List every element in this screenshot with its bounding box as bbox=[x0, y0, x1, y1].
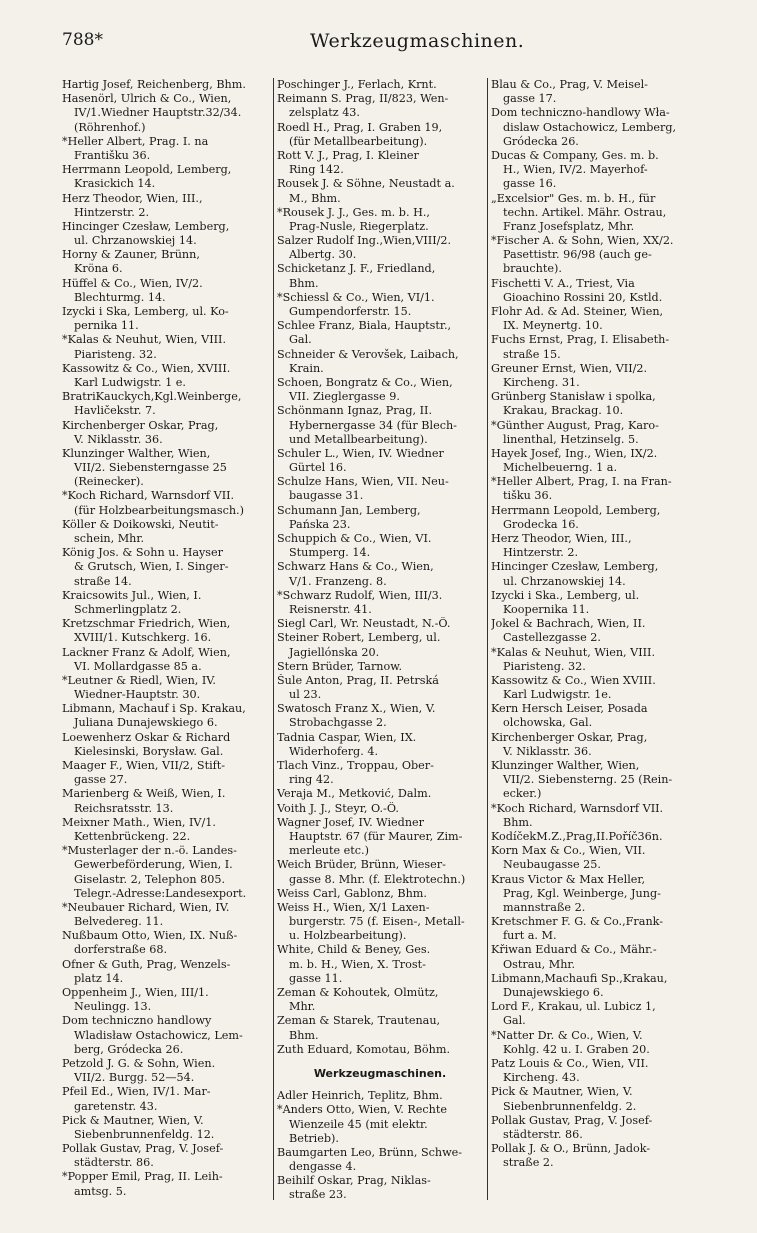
directory-entry-line: König Jos. & Sohn u. Hayser bbox=[62, 546, 224, 560]
directory-entry-line: Marienberg & Weiß, Wien, I. bbox=[62, 787, 226, 801]
directory-entry-line: Adler Heinrich, Teplitz, Bhm. bbox=[277, 1089, 443, 1103]
directory-entry-line: Pollak J. & O., Brünn, Jadok- bbox=[491, 1142, 651, 1156]
directory-entry-line: „Excelsior" Ges. m. b. H., für bbox=[491, 191, 656, 205]
directory-entry-line: Havličekstr. 7. bbox=[74, 404, 156, 418]
column-1 bbox=[62, 78, 270, 1199]
directory-entry-line: Meixner Math., Wien, IV/1. bbox=[62, 815, 216, 829]
directory-entry-line: Krasickich 14. bbox=[74, 177, 156, 191]
directory-entry-line: Wienzeile 45 (mit elektr. bbox=[289, 1117, 428, 1131]
directory-entry-line: Giselastr. 2, Telephon 805. bbox=[74, 872, 226, 886]
directory-entry-line: Veraja M., Metković, Dalm. bbox=[277, 787, 432, 801]
directory-entry-line: Belvedereg. 11. bbox=[74, 915, 164, 929]
directory-entry-line: *Popper Emil, Prag, II. Leih- bbox=[62, 1170, 223, 1184]
directory-entry-line: Schwarz Hans & Co., Wien, bbox=[277, 560, 434, 574]
directory-entry-line: H., Wien, IV/2. Mayerhof- bbox=[503, 163, 648, 177]
directory-entry-line: Lackner Franz & Adolf, Wien, bbox=[62, 645, 231, 659]
directory-entry-line: Kraus Victor & Max Heller, bbox=[491, 872, 646, 886]
directory-entry-line: Castellezgasse 2. bbox=[503, 631, 601, 645]
directory-entry-line: gasse 8. Mhr. (f. Elektrotechn.) bbox=[289, 872, 466, 886]
directory-entry-line: Klunzinger Walther, Wien, bbox=[62, 446, 211, 460]
directory-entry-line: merleute etc.) bbox=[289, 844, 369, 858]
directory-entry-line: Herrmann Leopold, Lemberg, bbox=[62, 163, 232, 177]
directory-entry-line: Weich Brüder, Brünn, Wieser- bbox=[277, 858, 446, 872]
section-heading: Werkzeugmaschinen. bbox=[313, 1066, 447, 1080]
directory-entry-line: Schmerlingplatz 2. bbox=[74, 602, 182, 616]
page-title: Werkzeugmaschinen. bbox=[310, 30, 525, 52]
directory-entry-line: platz 14. bbox=[74, 971, 124, 985]
directory-entry-line: Juliana Dunajewskiego 6. bbox=[74, 716, 218, 730]
directory-entry-line: Reichsratsstr. 13. bbox=[74, 801, 174, 815]
directory-entry-line: Flohr Ad. & Ad. Steiner, Wien, bbox=[491, 305, 664, 318]
directory-entry-line: brauchte). bbox=[503, 262, 562, 276]
directory-entry-line: Zeman & Starek, Trautenau, bbox=[277, 1014, 441, 1028]
directory-entry-line: Neubaugasse 25. bbox=[503, 858, 601, 872]
directory-entry-line: Prag, Kgl. Weinberge, Jung- bbox=[503, 886, 661, 900]
directory-entry-line: Fuchs Ernst, Prag, I. Elisabeth- bbox=[491, 333, 670, 347]
directory-entry-line: Grünberg Stanisław i spolka, bbox=[491, 390, 656, 404]
directory-entry-line: White, Child & Beney, Ges. bbox=[277, 943, 431, 957]
directory-entry-line: VII. Zieglergasse 9. bbox=[289, 390, 400, 404]
directory-entry-line: Ducas & Company, Ges. m. b. bbox=[491, 148, 659, 162]
directory-entry-line: olchowska, Gal. bbox=[503, 716, 593, 730]
directory-entry-line: Ostrau, Mhr. bbox=[503, 957, 576, 971]
directory-entry-line: Schulze Hans, Wien, VII. Neu- bbox=[277, 475, 449, 489]
directory-entry-line: Koopernika 11. bbox=[503, 602, 590, 616]
directory-entry-line: Krain. bbox=[289, 361, 324, 375]
directory-entry-line: Rott V. J., Prag, I. Kleiner bbox=[277, 148, 419, 162]
directory-entry-line: Gal. bbox=[289, 333, 312, 347]
directory-entry-line: M., Bhm. bbox=[289, 191, 341, 205]
directory-entry-line: Swatosch Franz X., Wien, V. bbox=[277, 702, 436, 716]
directory-entry-line: Pick & Mautner, Wien, V. bbox=[62, 1113, 204, 1127]
directory-entry-line: Dunajewskiego 6. bbox=[503, 986, 604, 999]
directory-entry-line: städterstr. 86. bbox=[74, 1156, 154, 1170]
directory-entry-line: baugasse 31. bbox=[289, 489, 364, 503]
directory-entry-line: straße 23. bbox=[289, 1188, 347, 1202]
directory-entry-line: Herz Theodor, Wien, III., bbox=[62, 191, 203, 205]
directory-entry-line: straße 14. bbox=[74, 574, 132, 588]
directory-entry-line: ul 23. bbox=[289, 688, 322, 702]
directory-entry-line: Hayek Josef, Ing., Wien, IX/2. bbox=[491, 446, 658, 460]
directory-entry-line: zelsplatz 43. bbox=[289, 106, 360, 120]
directory-entry-line: Dom techniczno-handlowy Wła- bbox=[491, 106, 670, 120]
directory-entry-line: Kassowitz & Co., Wien XVIII. bbox=[491, 673, 656, 687]
directory-entry-line: Pick & Mautner, Wien, V. bbox=[491, 1085, 633, 1099]
directory-entry-line: *Kalas & Neuhut, Wien, VIII. bbox=[491, 645, 656, 659]
directory-entry-line: Petzold J. G. & Sohn, Wien. bbox=[62, 1056, 216, 1070]
directory-entry-line: Piaristeng. 32. bbox=[503, 659, 586, 673]
directory-entry-line: Greuner Ernst, Wien, VII/2. bbox=[491, 361, 648, 375]
directory-entry-line: städterstr. 86. bbox=[503, 1127, 583, 1141]
directory-entry-line: KodíčekM.Z.,Prag,II.Poříč36n. bbox=[491, 829, 663, 843]
directory-entry-line: Zeman & Kohoutek, Olmütz, bbox=[277, 986, 439, 999]
directory-entry-line: Beihilf Oskar, Prag, Niklas- bbox=[277, 1174, 431, 1188]
directory-entry-line: & Grutsch, Wien, I. Singer- bbox=[74, 560, 229, 574]
directory-entry-line: straße 15. bbox=[503, 347, 561, 361]
directory-entry-line: Hintzerstr. 2. bbox=[74, 205, 150, 219]
directory-entry-line: Hincinger Czesław, Lemberg, bbox=[491, 560, 659, 574]
directory-entry-line: Reisnerstr. 41. bbox=[289, 602, 372, 616]
directory-entry-line: Pollak Gustav, Prag, V. Josef- bbox=[491, 1113, 653, 1127]
directory-entry-line: Kretzschmar Friedrich, Wien, bbox=[62, 617, 231, 631]
page-header bbox=[0, 30, 757, 56]
directory-entry-line: Hauptstr. 67 (für Maurer, Zim- bbox=[289, 829, 463, 843]
directory-entry-line: Betrieb). bbox=[289, 1131, 339, 1145]
directory-entry-line: Blau & Co., Prag, V. Meisel- bbox=[491, 78, 648, 91]
directory-entry-line: Stern Brüder, Tarnow. bbox=[277, 659, 403, 673]
directory-entry-line: Salzer Rudolf Ing.,Wien,VIII/2. bbox=[277, 234, 452, 248]
directory-entry-line: BratriKauckych,Kgl.Weinberge, bbox=[62, 390, 242, 404]
directory-entry-line: XVIII/1. Kutschkerg. 16. bbox=[74, 631, 212, 645]
directory-entry-line: Schumann Jan, Lemberg, bbox=[277, 503, 421, 517]
directory-entry-line: garetenstr. 43. bbox=[74, 1099, 158, 1113]
directory-entry-line: Kern Hersch Leiser, Posada bbox=[491, 702, 648, 716]
directory-entry-line: Franz Josefsplatz, Mhr. bbox=[503, 219, 635, 233]
directory-entry-line: Františku 36. bbox=[74, 148, 151, 162]
directory-entry-line: Kretschmer F. G. & Co.,Frank- bbox=[491, 915, 664, 929]
directory-entry-line: Siebenbrunnenfeldg. 12. bbox=[74, 1127, 215, 1141]
directory-entry-line: gasse 11. bbox=[289, 971, 343, 985]
directory-entry-line: Schlee Franz, Biala, Hauptstr., bbox=[277, 319, 452, 333]
directory-entry-line: (Reinecker). bbox=[74, 475, 144, 489]
directory-entry-line: Hasenörl, Ulrich & Co., Wien, bbox=[62, 92, 232, 106]
directory-entry-line: Gal. bbox=[503, 1014, 526, 1028]
directory-entry-line: Šule Anton, Prag, II. Petrská bbox=[277, 673, 439, 687]
directory-entry-line: *Musterlager der n.-ö. Landes- bbox=[62, 844, 237, 858]
directory-entry-line: burgerstr. 75 (f. Eisen-, Metall- bbox=[289, 915, 465, 929]
directory-entry-line: Kielesinski, Borysław. Gal. bbox=[74, 744, 224, 758]
directory-entry-line: Piaristeng. 32. bbox=[74, 347, 157, 361]
directory-entry-line: Hüffel & Co., Wien, IV/2. bbox=[62, 276, 203, 290]
directory-entry-line: Pollak Gustav, Prag, V. Josef- bbox=[62, 1142, 224, 1156]
directory-entry-line: u. Holzbearbeitung). bbox=[289, 929, 407, 943]
directory-entry-line: Neulingg. 13. bbox=[74, 1000, 152, 1014]
column-3 bbox=[491, 78, 699, 1170]
page-number: 788* bbox=[62, 30, 103, 50]
directory-entry-line: *Rousek J. J., Ges. m. b. H., bbox=[277, 205, 430, 219]
directory-entry-line: Prag-Nusle, Riegerplatz. bbox=[289, 219, 429, 233]
directory-entry-line: Pfeil Ed., Wien, IV/1. Mar- bbox=[62, 1085, 211, 1099]
directory-entry-line: Ofner & Guth, Prag, Wenzels- bbox=[62, 957, 231, 971]
directory-entry-line: Schuler L., Wien, IV. Wiedner bbox=[277, 446, 444, 460]
directory-entry-line: Libmann, Machauf i Sp. Krakau, bbox=[62, 702, 246, 716]
directory-entry-line: Maager F., Wien, VII/2, Stift- bbox=[62, 759, 226, 772]
directory-entry-line: (für Holzbearbeitungsmasch.) bbox=[74, 503, 244, 517]
directory-entry-line: amtsg. 5. bbox=[74, 1184, 127, 1198]
directory-entry-line: Schicketanz J. F., Friedland, bbox=[277, 262, 436, 276]
directory-entry-line: Weiss Carl, Gablonz, Bhm. bbox=[277, 886, 427, 900]
directory-entry-line: pernika 11. bbox=[74, 319, 139, 333]
directory-entry-line: IX. Meynertg. 10. bbox=[503, 319, 603, 333]
directory-entry-line: Roedl H., Prag, I. Graben 19, bbox=[277, 120, 443, 134]
directory-entry-line: Voith J. J., Steyr, O.-Ö. bbox=[277, 801, 399, 815]
directory-entry-line: Gioachino Rossini 20, Kstld. bbox=[503, 290, 663, 304]
directory-entry-line: Patz Louis & Co., Wien, VII. bbox=[491, 1056, 649, 1070]
directory-entry-line: tišku 36. bbox=[503, 489, 553, 503]
directory-entry-line: Karl Ludwigstr. 1e. bbox=[503, 688, 612, 702]
directory-entry-line: Herrmann Leopold, Lemberg, bbox=[491, 503, 661, 517]
directory-entry-line: dengasse 4. bbox=[289, 1160, 357, 1174]
directory-entry-line: Widerhoferg. 4. bbox=[289, 744, 379, 758]
directory-entry-line: Loewenherz Oskar & Richard bbox=[62, 730, 231, 744]
directory-entry-line: Jokel & Bachrach, Wien, II. bbox=[491, 617, 646, 631]
directory-entry-line: Gewerbeförderung, Wien, I. bbox=[74, 858, 233, 872]
directory-entry-line: *Anders Otto, Wien, V. Rechte bbox=[277, 1103, 448, 1117]
directory-entry-line: Herz Theodor, Wien, III., bbox=[491, 532, 632, 545]
directory-entry-line: *Heller Albert, Prag. I. na bbox=[62, 134, 209, 148]
directory-entry-line: V/1. Franzeng. 8. bbox=[289, 574, 387, 588]
directory-entry-line: Krakau, Brackag. 10. bbox=[503, 404, 624, 418]
directory-entry-line: m. b. H., Wien, X. Trost- bbox=[289, 957, 426, 971]
directory-entry-line: Strobachgasse 2. bbox=[289, 716, 387, 730]
directory-entry-line: Wagner Josef, IV. Wiedner bbox=[277, 815, 425, 829]
directory-entry-line: Siebenbrunnenfeldg. 2. bbox=[503, 1099, 637, 1113]
directory-entry-line: linenthal, Hetzinselg. 5. bbox=[503, 432, 639, 446]
directory-entry-line: Wiedner-Hauptstr. 30. bbox=[74, 688, 201, 702]
directory-entry-line: Kircheng. 43. bbox=[503, 1071, 580, 1085]
directory-entry-line: Hintzerstr. 2. bbox=[503, 546, 579, 560]
directory-entry-line: Pasettistr. 96/98 (auch ge- bbox=[503, 248, 652, 262]
directory-entry-line: gasse 16. bbox=[503, 177, 557, 191]
directory-entry-line: schein, Mhr. bbox=[74, 532, 145, 545]
directory-entry-line: Kröna 6. bbox=[74, 262, 123, 276]
directory-entry-line: Jagiellónska 20. bbox=[289, 645, 380, 659]
directory-entry-line: Grodecka 16. bbox=[503, 517, 579, 531]
directory-entry-line: Michelbeuerng. 1 a. bbox=[503, 461, 618, 475]
directory-entry-line: Libmann,Machaufi Sp.,Krakau, bbox=[491, 971, 668, 985]
directory-entry-line: Karl Ludwigstr. 1 e. bbox=[74, 375, 186, 389]
directory-entry-line: Bhm. bbox=[289, 1028, 319, 1042]
directory-entry-line: Nußbaum Otto, Wien, IX. Nuß- bbox=[62, 929, 238, 943]
directory-entry-line: (Röhrenhof.) bbox=[74, 120, 146, 134]
directory-entry-line: Schuppich & Co., Wien, VI. bbox=[277, 532, 432, 545]
directory-entry-line: Bhm. bbox=[289, 276, 319, 290]
directory-entry-line: *Neubauer Richard, Wien, IV. bbox=[62, 900, 230, 914]
directory-entry-line: Kohlg. 42 u. I. Graben 20. bbox=[503, 1042, 650, 1056]
directory-entry-line: Steiner Robert, Lemberg, ul. bbox=[277, 631, 441, 645]
column-2 bbox=[277, 78, 483, 1203]
directory-entry-line: furt a. M. bbox=[503, 929, 557, 943]
directory-entry-line: Korn Max & Co., Wien, VII. bbox=[491, 844, 646, 858]
directory-entry-line: techn. Artikel. Mähr. Ostrau, bbox=[503, 205, 667, 219]
directory-entry-line: *Natter Dr. & Co., Wien, V. bbox=[491, 1028, 643, 1042]
directory-entry-line: Gürtel 16. bbox=[289, 461, 347, 475]
directory-entry-line: ecker.) bbox=[503, 787, 542, 801]
directory-entry-line: Ring 142. bbox=[289, 163, 344, 177]
directory-entry-line: Mhr. bbox=[289, 1000, 316, 1014]
directory-entry-line: *Koch Richard, Warnsdorf VII. bbox=[491, 801, 664, 815]
directory-entry-line: *Fischer A. & Sohn, Wien, XX/2. bbox=[491, 234, 674, 248]
directory-entry-line: Zuth Eduard, Komotau, Böhm. bbox=[277, 1042, 451, 1056]
directory-entry-line: gasse 17. bbox=[503, 92, 557, 106]
directory-entry-line: *Heller Albert, Prag, I. na Fran- bbox=[491, 475, 672, 489]
directory-entry-line: IV/1.Wiedner Hauptstr.32/34. bbox=[74, 106, 242, 120]
directory-entry-line: Hartig Josef, Reichenberg, Bhm. bbox=[62, 78, 246, 91]
directory-entry-line: dislaw Ostachowicz, Lemberg, bbox=[503, 120, 677, 134]
directory-entry-line: Tadnia Caspar, Wien, IX. bbox=[277, 730, 417, 744]
directory-entry-line: Poschinger J., Ferlach, Krnt. bbox=[277, 78, 437, 91]
directory-entry-line: ul. Chrzanowskiej 14. bbox=[74, 234, 197, 248]
directory-entry-line: (für Metallbearbeitung). bbox=[289, 134, 428, 148]
directory-entry-line: Kassowitz & Co., Wien, XVIII. bbox=[62, 361, 231, 375]
directory-entry-line: Blechturmg. 14. bbox=[74, 290, 166, 304]
directory-entry-line: Hybernergasse 34 (für Blech- bbox=[289, 418, 457, 432]
directory-entry-line: Hincinger Czesław, Lemberg, bbox=[62, 219, 230, 233]
directory-entry-line: Křiwan Eduard & Co., Mähr.- bbox=[491, 943, 657, 957]
directory-entry-line: Baumgarten Leo, Brünn, Schwe- bbox=[277, 1145, 463, 1159]
directory-entry-line: mannstraße 2. bbox=[503, 900, 586, 914]
directory-entry-line: *Koch Richard, Warnsdorf VII. bbox=[62, 489, 235, 503]
directory-entry-line: berg, Gródecka 26. bbox=[74, 1042, 184, 1056]
directory-entry-line: Schönmann Ignaz, Prag, II. bbox=[277, 404, 432, 418]
directory-entry-line: *Leutner & Riedl, Wien, IV. bbox=[62, 673, 216, 687]
directory-entry-line: dorferstraße 68. bbox=[74, 943, 168, 957]
directory-entry-line: ring 42. bbox=[289, 773, 334, 787]
directory-entry-line: Horny & Zauner, Brünn, bbox=[62, 248, 200, 262]
directory-entry-line: Lord F., Krakau, ul. Lubicz 1, bbox=[491, 1000, 656, 1014]
directory-entry-line: Albertg. 30. bbox=[289, 248, 357, 262]
directory-entry-line: *Kalas & Neuhut, Wien, VIII. bbox=[62, 333, 227, 347]
directory-entry-line: Fischetti V. A., Triest, Via bbox=[491, 276, 635, 290]
directory-entry-line: VII/2. Siebensterngasse 25 bbox=[74, 461, 227, 475]
directory-entry-line: Dom techniczno handlowy bbox=[62, 1014, 212, 1028]
directory-entry-line: VII/2. Burgg. 52—54. bbox=[74, 1071, 195, 1085]
directory-entry-line: Izycki i Ska., Lemberg, ul. bbox=[491, 588, 640, 602]
directory-entry-line: Rousek J. & Söhne, Neustadt a. bbox=[277, 177, 455, 191]
directory-entry-line: VI. Mollardgasse 85 a. bbox=[74, 659, 202, 673]
directory-entry-line: Izycki i Ska, Lemberg, ul. Ko- bbox=[62, 305, 229, 318]
directory-entry-line: VII/2. Siebensterng. 25 (Rein- bbox=[503, 773, 673, 787]
column-divider bbox=[487, 78, 488, 1200]
directory-entry-line: *Günther August, Prag, Karo- bbox=[491, 418, 659, 432]
directory-entry-line: Gumpendorferstr. 15. bbox=[289, 305, 412, 318]
directory-entry-line: Telegr.-Adresse:Landesexport. bbox=[74, 886, 247, 900]
directory-entry-line: Klunzinger Walther, Wien, bbox=[491, 759, 640, 772]
directory-entry-line: *Schiessl & Co., Wien, VI/1. bbox=[277, 290, 435, 304]
directory-entry-line: Reimann S. Prag, II/823, Wen- bbox=[277, 92, 449, 106]
directory-entry-line: V. Niklasstr. 36. bbox=[74, 432, 163, 446]
directory-entry-line: Köller & Doikowski, Neutit- bbox=[62, 517, 219, 531]
directory-entry-line: V. Niklasstr. 36. bbox=[503, 744, 592, 758]
directory-entry-line: *Schwarz Rudolf, Wien, III/3. bbox=[277, 588, 443, 602]
directory-entry-line: Kirchenberger Oskar, Prag, bbox=[62, 418, 219, 432]
directory-entry-line: Pańska 23. bbox=[289, 517, 351, 531]
directory-entry-line: straße 2. bbox=[503, 1156, 554, 1170]
directory-entry-line: Kircheng. 31. bbox=[503, 375, 580, 389]
directory-entry-line: Wladisław Ostachowicz, Lem- bbox=[74, 1028, 243, 1042]
directory-entry-line: Schoen, Bongratz & Co., Wien, bbox=[277, 375, 453, 389]
directory-entry-line: Schneider & Verovšek, Laibach, bbox=[277, 347, 459, 361]
directory-entry-line: Siegl Carl, Wr. Neustadt, N.-Ö. bbox=[277, 617, 451, 631]
directory-entry-line: Kraicsowits Jul., Wien, I. bbox=[62, 588, 202, 602]
directory-entry-line: gasse 27. bbox=[74, 773, 128, 787]
directory-entry-line: Tlach Vinz., Troppau, Ober- bbox=[277, 759, 434, 772]
directory-entry-line: Oppenheim J., Wien, III/1. bbox=[62, 986, 209, 999]
column-divider bbox=[273, 78, 274, 1200]
directory-entry-line: Bhm. bbox=[503, 815, 533, 829]
directory-entry-line: Kettenbrückeng. 22. bbox=[74, 829, 191, 843]
directory-entry-line: und Metallbearbeitung). bbox=[289, 432, 428, 446]
directory-entry-line: Gródecka 26. bbox=[503, 134, 579, 148]
directory-entry-line: Weiss H., Wien, X/1 Laxen- bbox=[277, 900, 430, 914]
directory-entry-line: Stumperg. 14. bbox=[289, 546, 371, 560]
directory-entry-line: ul. Chrzanowskiej 14. bbox=[503, 574, 626, 588]
directory-entry-line: Kirchenberger Oskar, Prag, bbox=[491, 730, 648, 744]
